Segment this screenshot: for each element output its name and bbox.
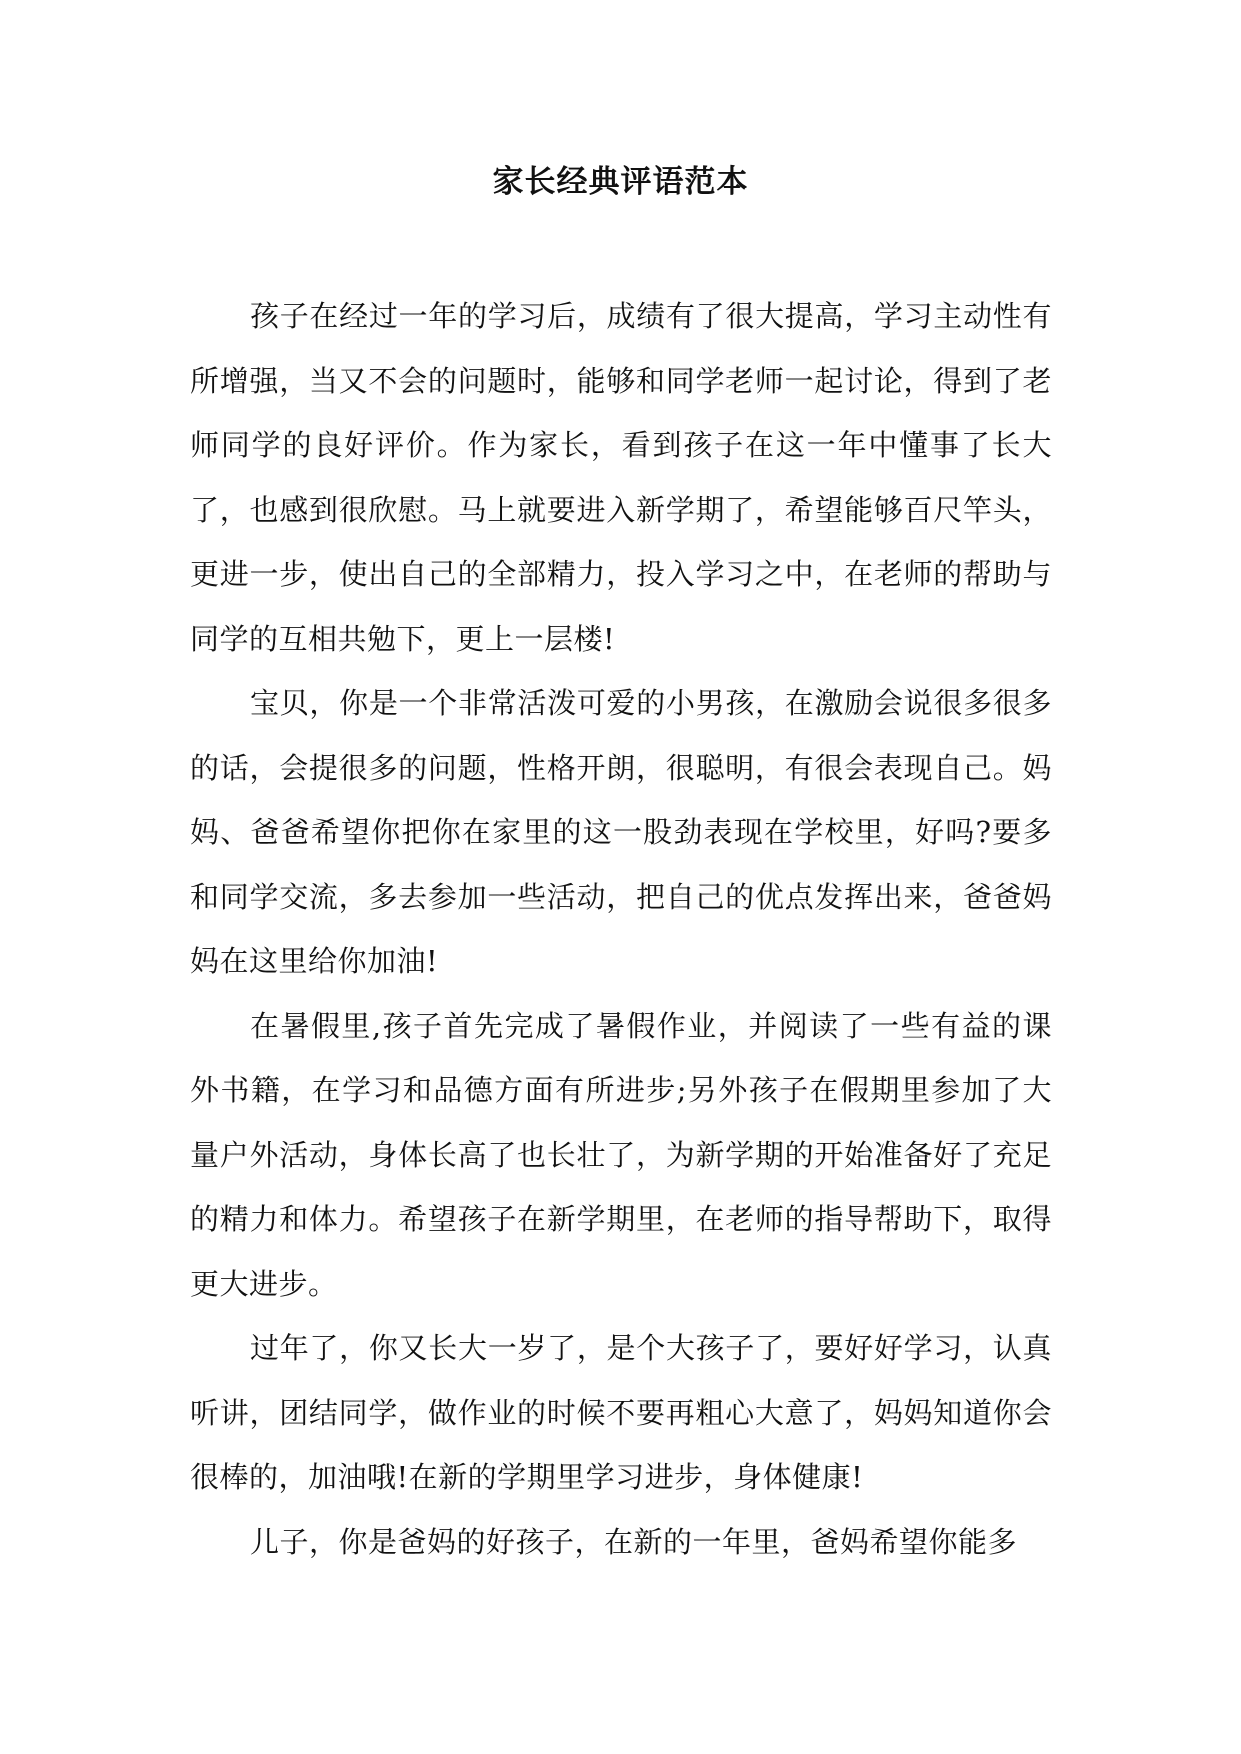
document-body: [190, 284, 1052, 1574]
paragraph-3: 在暑假里,孩子首先完成了暑假作业，并阅读了一些有益的课外书籍，在学习和品德方面有所进步;另外孩子在假期里参加了大量户外活动，身体长高了也长壮了，为新学期的开始准备好了充足的精力和体力。希望孩子在新学期里，在老师的指导帮助下，取得更大进步。: [190, 1008, 1052, 1301]
paragraph-2: 宝贝，你是一个非常活泼可爱的小男孩，在激励会说很多很多的话，会提很多的问题，性格开朗，很聪明，有很会表现自己。妈妈、爸爸希望你把你在家里的这一股劲表现在学校里，好吗?要多和同学交流，多去参加一些活动，把自己的优点发挥出来，爸爸妈妈在这里给你加油!: [190, 686, 1052, 978]
paragraph-5: 儿子，你是爸妈的好孩子，在新的一年里，爸妈希望你能多: [250, 1524, 1018, 1559]
paragraph-4: 过年了，你又长大一岁了，是个大孩子了，要好好学习，认真听讲，团结同学，做作业的时候不要再粗心大意了，妈妈知道你会很棒的，加油哦!在新的学期里学习进步，身体健康!: [190, 1331, 1052, 1494]
paragraph-1: 孩子在经过一年的学习后，成绩有了很大提高，学习主动性有所增强，当又不会的问题时，能够和同学老师一起讨论，得到了老师同学的良好评价。作为家长，看到孩子在这一年中懂事了长大了，也感到很欣慰。马上就要进入新学期了，希望能够百尺竿头，更进一步，使出自己的全部精力，投入学习之中，在老师的帮助与同学的互相共勉下，更上一层楼!: [190, 299, 1052, 656]
document-title: 家长经典评语范本: [492, 164, 749, 200]
